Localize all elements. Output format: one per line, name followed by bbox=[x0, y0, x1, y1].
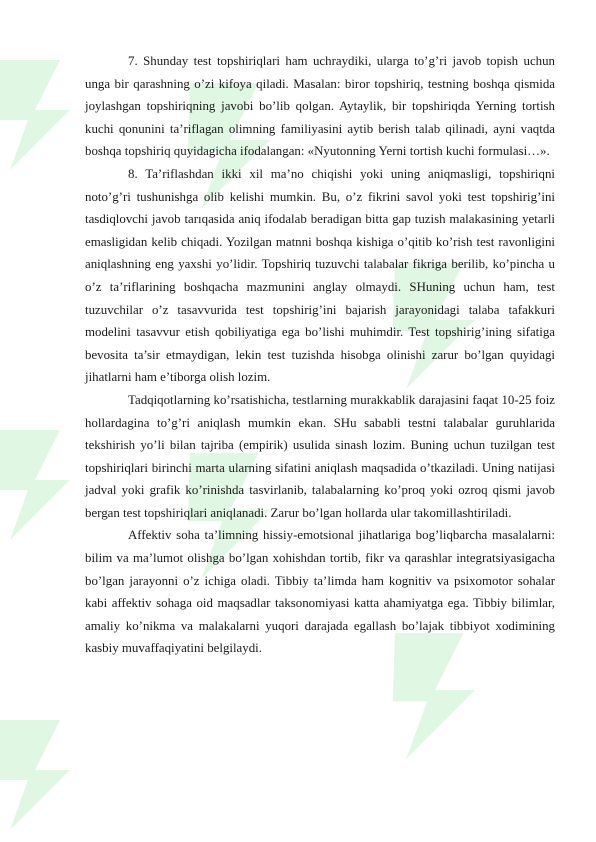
watermark-mark bbox=[0, 40, 80, 180]
paragraph-item-7: 7. Shunday test topshiriqlari ham uchraydiki, ularga to’g’ri javob topish uchun unga bir qarashning o’zi kifoya qiladi. Masalan: biror topshiriq, testning boshqa qismida joylashgan topshiriqning javobi bo’lib qolgan. Aytaylik, bir topshiriqda Yerning tortish kuchi qonunini ta’riflagan olimning familiyasini aytib berish talab qilinadi, ayni vaqtda boshqa topshiriq quyidagicha ifodalangan: «Nyutonning Yerni tortish kuchi formulasi…». bbox=[85, 54, 555, 159]
watermark-mark bbox=[0, 700, 80, 840]
document-body bbox=[85, 50, 555, 660]
paragraph-affective: Affektiv soha ta’limning hissiy-emotsional jihatlariga bog’liqbarcha masalalarni: bilim va ma’lumot olishga bo’lgan xohishdan tortib, fikr va qarashlar integratsiyasigacha bo’lgan jarayonni o’z ichiga oladi. Tibbiy ta’limda ham kognitiv va psixomotor sohalar kabi affektiv sohaga oid maqsadlar taksonomiyasi katta ahamiyatga ega. Tibbiy bilimlar, amaliy ko’nikma va malakalarni yuqori darajada egallash bo’lajak tibbiyot xodimining kasbiy muvaffaqiyatini belgilaydi. bbox=[85, 528, 555, 656]
watermark-mark bbox=[0, 410, 80, 550]
paragraph-item-8: 8. Ta’riflashdan ikki xil ma’no chiqishi yoki uning aniqmasligi, topshiriqni noto’g’ri tushunishga olib kelishi mumkin. Bu, o’z fikrini savol yoki test topshirig’ini tasdiqlovchi javob tarıqasida aniq ifodalab beradigan bitta gap tuzish malakasining yetarli emasligidan kelib chiqadi. Yozilgan matnni boshqa kishiga o’qitib ko’rish test ravonligini aniqlashning eng yaxshi yo’lidir. Topshiriq tuzuvchi talabalar fikriga berilib, ko’pincha u o’z ta’riflarining boshqacha mazmunini anglay olmaydi. SHuning uchun ham, test tuzuvchilar o’z tasavvurida test topshirig’ini bajarish jarayonidagi talaba tafakkuri modelini tasavvur etish qobiliyatiga ega bo’lishi muhimdir. Test topshirig’ining sifatiga bevosita ta’sir etmaydigan, lekin test tuzishda hisobga olinishi zarur bo’lgan quyidagi jihatlarni ham e’tiborga olish lozim. bbox=[85, 166, 555, 385]
paragraph-research: Tadqiqotlarning ko’rsatishicha, testlarning murakkablik darajasini faqat 10-25 foiz hollardagina to’g’ri aniqlash mumkin ekan. SHu sababli testni talabalar guruhlarida tekshirish yo’li bilan tajriba (empirik) usulida sinash lozim. Buning uchun tuzilgan test topshiriqlari birinchi marta ularning sifatini aniqlash maqsadida o’tkaziladi. Uning natijasi jadval yoki grafik ko’rinishda tasvirlanib, talabalarning ko’proq yoki ozroq qismi javob bergan test topshiriqlari aniqlanadi. Zarur bo’lgan hollarda ular takomillashtiriladi. bbox=[85, 392, 555, 520]
